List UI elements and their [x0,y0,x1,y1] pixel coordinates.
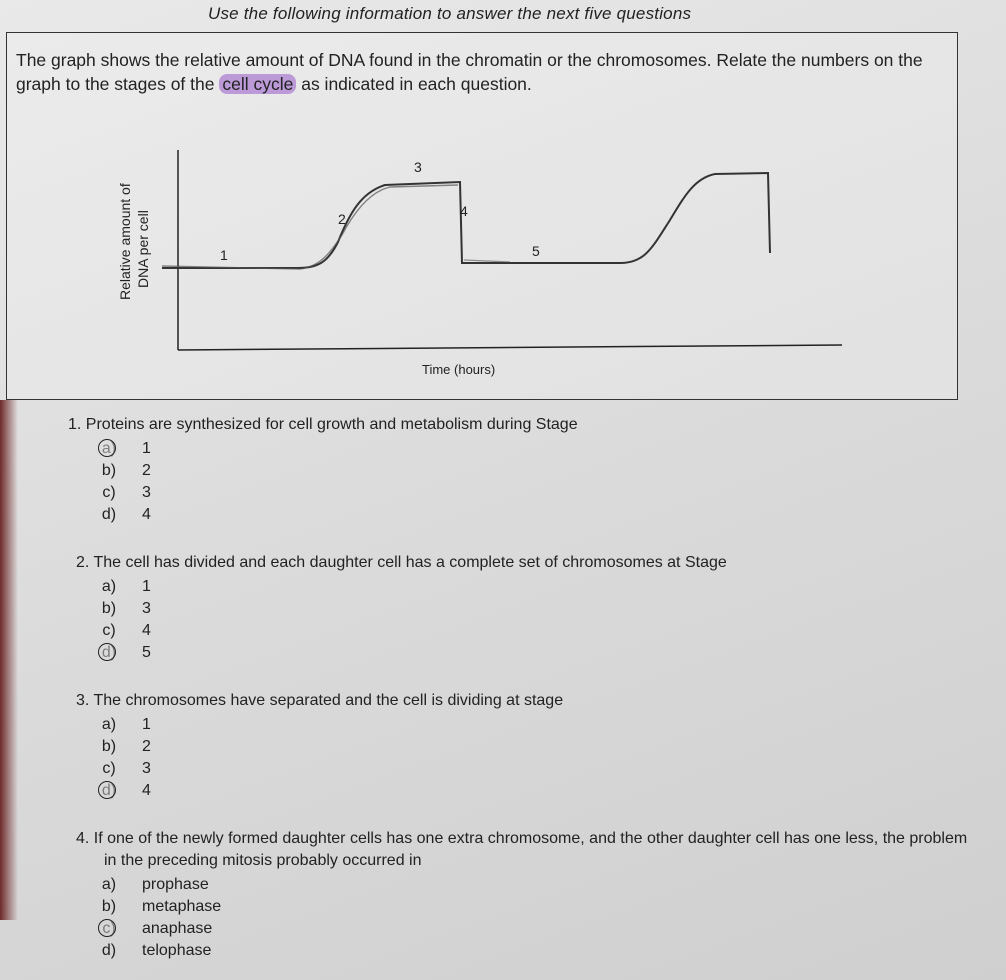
x-axis [178,345,842,350]
option-a[interactable]: a) 1 [101,578,151,595]
option-a[interactable]: a) 1 [101,716,151,733]
page-edge-shadow [0,400,18,920]
question-2-stem: 2. The cell has divided and each daughter cell has a complete set of chromosomes at Stage [76,554,727,571]
x-axis-label: Time (hours) [422,362,496,377]
option-c[interactable]: c) anaphase [98,918,976,940]
stage-label-2: 2 [338,211,346,227]
question-1 [68,414,578,526]
question-4 [76,828,976,962]
pencil-trace-2 [464,260,510,262]
highlighted-term: cell cycle [219,74,296,94]
question-4-stem: 4. If one of the newly formed daughter cells has one extra chromosome, and the other daughter cell has one less, the problem in the preceding mitosis probably occurred in [76,830,968,869]
question-1-options [98,438,578,526]
option-d[interactable]: d) 5 [98,642,727,664]
dna-curve [162,173,770,268]
option-c[interactable]: c) 4 [102,622,151,639]
option-c[interactable]: c) 3 [102,760,151,777]
option-a[interactable]: a) 1 [98,438,578,460]
y-axis-label-line1: Relative amount of [117,183,133,300]
question-2 [76,552,727,664]
question-2-options [98,576,727,664]
option-d[interactable]: d) telophase [101,942,212,959]
question-4-options [98,874,976,962]
stage-label-5: 5 [532,243,540,259]
option-d[interactable]: d) 4 [101,506,151,523]
intro-text-end: as indicated in each question. [296,74,532,94]
option-b[interactable]: b) 2 [101,738,151,755]
stage-label-1: 1 [220,247,228,263]
question-1-stem: 1. Proteins are synthesized for cell growth and metabolism during Stage [68,416,578,433]
intro-paragraph [16,48,946,96]
question-3-stem: 3. The chromosomes have separated and the cell is dividing at stage [76,692,564,709]
option-b[interactable]: b) 2 [101,462,151,479]
option-a[interactable]: a) prophase [101,876,209,893]
option-b[interactable]: b) 3 [101,600,151,617]
question-3 [76,690,563,802]
option-d[interactable]: d) 4 [98,780,563,802]
stage-label-4: 4 [460,203,468,219]
pencil-trace [162,185,458,269]
option-b[interactable]: b) metaphase [101,898,222,915]
stage-label-3: 3 [414,159,422,175]
y-axis-label-line2: DNA per cell [135,210,151,288]
intro-text-start: The graph shows the relative amount of DNA found in the chromatin or the chromosomes. Relate the numbers on the graph to the stages of the [16,50,923,94]
dna-graph [100,150,860,385]
instruction-header: Use the following information to answer the next five questions [208,4,692,23]
option-c[interactable]: c) 3 [102,484,151,501]
question-3-options [98,714,563,802]
